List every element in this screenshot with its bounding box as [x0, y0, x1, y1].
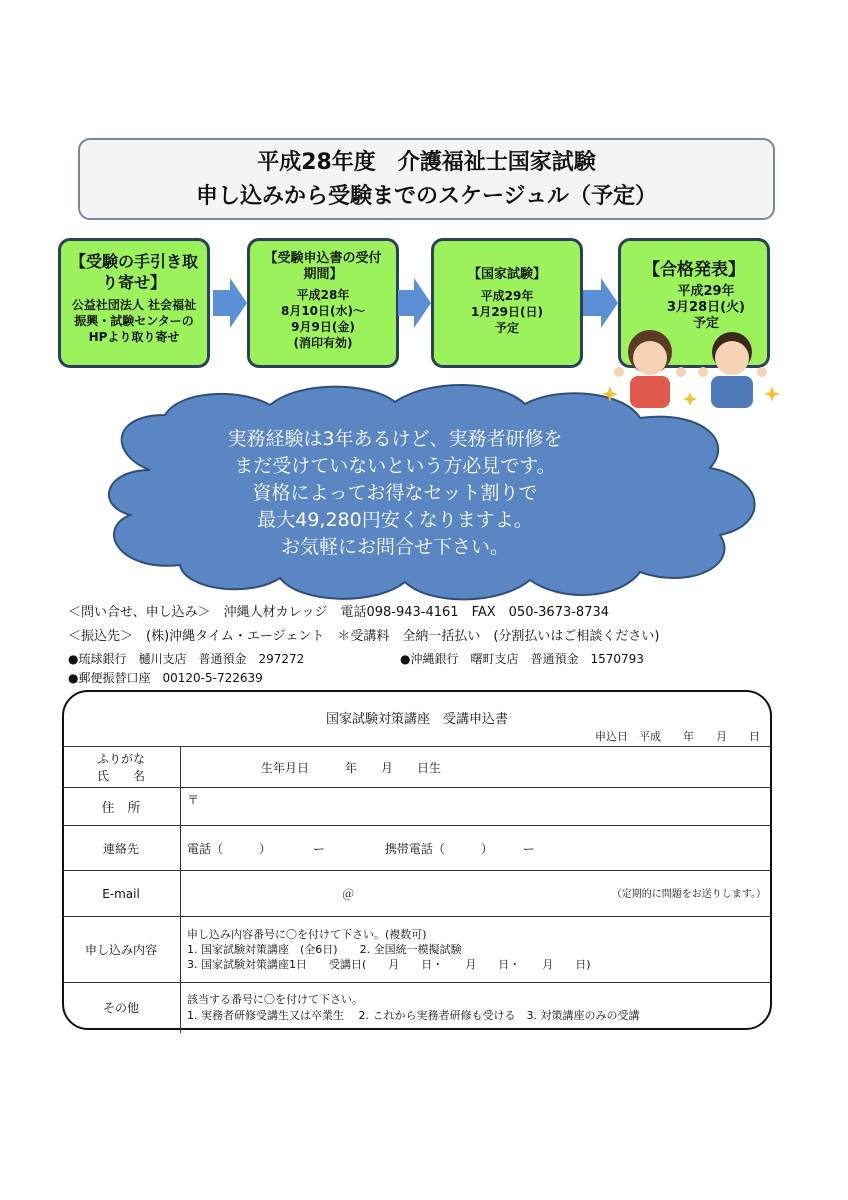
cloud-line-1: 実務経験は3年あるけど、実務者研修を — [227, 428, 563, 450]
apply-line-3: 3. 国家試験対策講座1日 受講日( 月 日・ 月 日・ 月 日) — [187, 958, 591, 971]
title-line-1: 平成28年度 介護福祉士国家試験 — [257, 150, 596, 175]
furigana-label: ふりがな — [96, 752, 145, 766]
step-application-body: 平成28年 8月10日(水)～ 9月9日(金) (消印有効) — [280, 288, 366, 350]
email-field[interactable] — [181, 871, 773, 917]
postal-transfer-line: ●郵便振替口座 00120-5-722639 — [68, 671, 263, 685]
address-label: 住 所 — [62, 788, 181, 826]
step-application-head: 【受験申込書の受付期間】 — [264, 251, 382, 282]
name-field[interactable] — [181, 747, 773, 788]
other-field[interactable] — [181, 983, 773, 1033]
arrow-right-icon — [213, 278, 247, 328]
title-line-2: 申し込みから受験までのスケージュル（予定） — [195, 184, 658, 209]
apply-line-2: 1. 国家試験対策講座 (全6日) 2. 全国統一模擬試験 — [187, 943, 462, 956]
step-result-head: 【合格発表】 — [643, 260, 745, 280]
woman-character-icon — [614, 330, 686, 408]
cloud-message — [160, 426, 630, 561]
transfer-line: ＜振込先＞ (株)沖縄タイム・エージェント ＊受講料 全納一括払い (分割払いはご相談ください) — [68, 629, 660, 644]
step-guide-body: 公益社団法人 社会福祉振興・試験センターのHPより取り寄せ — [71, 298, 197, 344]
form-row-contact — [62, 826, 772, 871]
apply-field[interactable] — [181, 917, 773, 983]
step-result-body: 平成29年 3月28日(火) 予定 — [666, 284, 746, 331]
step-exam-head: 【国家試験】 — [467, 267, 546, 282]
name-label: 氏 名 — [96, 769, 145, 783]
address-field[interactable] — [181, 788, 773, 826]
email-label: E-mail — [62, 871, 181, 917]
form-date-line: 申込日 平成 年 月 日 — [595, 730, 760, 743]
postal-mark: 〒 — [187, 793, 200, 807]
application-form — [62, 690, 772, 1030]
step-exam-body: 平成29年 1月29日(日) 予定 — [470, 289, 544, 335]
form-row-name — [62, 747, 772, 788]
arrow-right-icon — [398, 278, 431, 328]
email-note: （定期的に問題をお送りします。） — [611, 889, 766, 900]
cloud-line-2: まだ受けていないという方必見です。 — [234, 455, 556, 477]
apply-label: 申し込み内容 — [62, 917, 181, 983]
phone-field[interactable]: 電話（ ） ー — [187, 841, 326, 856]
email-at: ＠ — [342, 887, 355, 901]
step-guide-head: 【受験の手引き取り寄せ】 — [69, 252, 198, 292]
contact-field[interactable] — [181, 826, 773, 871]
cloud-line-4: 最大49,280円安くなりますよ。 — [257, 509, 533, 531]
form-row-other — [62, 983, 772, 1033]
other-line-1: 該当する番号に〇を付けて下さい。 — [187, 992, 363, 1006]
form-table — [62, 746, 772, 1033]
bank-line-1: ●琉球銀行 樋川支店 普通預金 297272 — [68, 652, 305, 666]
man-character-icon — [698, 332, 767, 408]
form-row-apply — [62, 917, 772, 983]
mobile-field[interactable]: 携帯電話（ ） ー — [384, 841, 535, 856]
contact-label: 連絡先 — [62, 826, 181, 871]
apply-line-1: 申し込み内容番号に〇を付けて下さい。(複数可) — [187, 928, 427, 941]
inquiry-line: ＜問い合せ、申し込み＞ 沖縄人材カレッジ 電話098-943-4161 FAX 050-3673-8734 — [68, 605, 610, 620]
form-row-email — [62, 871, 772, 917]
sparkle-icon — [602, 386, 780, 406]
cloud-line-3: 資格によってお得なセット割りで — [252, 482, 538, 504]
arrow-right-icon — [583, 278, 618, 328]
other-line-2: 1. 実務者研修受講生又は卒業生 2. これから実務者研修も受ける 3. 対策講座のみの受講 — [187, 1008, 640, 1022]
form-title: 国家試験対策講座 受講申込書 — [325, 712, 508, 727]
birthdate-label: 生年月日 年 月 日生 — [261, 760, 442, 775]
other-label: その他 — [62, 983, 181, 1033]
cloud-line-5: お気軽にお問合せ下さい。 — [280, 536, 509, 558]
form-row-address — [62, 788, 772, 826]
bank-line-2: ●沖縄銀行 曙町支店 普通預金 1570793 — [400, 652, 644, 666]
